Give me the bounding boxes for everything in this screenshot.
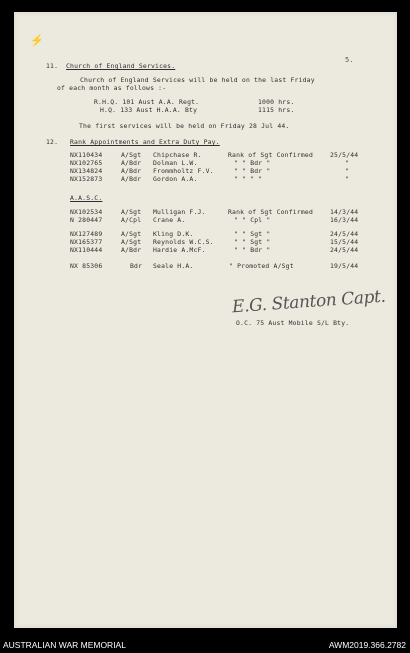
table-row-name: Hardie A.McF. (153, 246, 206, 254)
table-row-date: 14/3/44 (330, 208, 359, 216)
service-unit-1: R.H.Q. 101 Aust A.A. Regt. (94, 98, 200, 106)
signature: E.G. Stanton Capt. (231, 286, 387, 318)
table-row-remark: " Promoted A/Sgt (229, 262, 294, 270)
table-row-date: 25/5/44 (330, 151, 359, 159)
table-row-date: 16/3/44 (330, 216, 359, 224)
table-row-no: NX127489 (70, 230, 103, 238)
table-row-remark: " " " " (234, 175, 263, 183)
footer-left-text: AUSTRALIAN WAR MEMORIAL (3, 640, 126, 650)
table-row-name: Dolman L.W. (153, 159, 198, 167)
table-row-date: " (345, 159, 350, 167)
table-row-no: NX165377 (70, 238, 103, 246)
table-row-rank: A/Sgt (121, 208, 142, 216)
section-11-heading: Church of England Services. (66, 62, 176, 70)
table-row-no: NX102765 (70, 159, 103, 167)
table-row-rank: A/Sgt (121, 230, 142, 238)
table-row-no: NX110434 (70, 151, 103, 159)
table-row-date: 15/5/44 (330, 238, 359, 246)
table-row-rank: A/Bdr (121, 175, 142, 183)
table-row-no: NX134824 (70, 167, 103, 175)
archive-footer (0, 638, 410, 653)
table-row-remark: " " Bdr " (234, 159, 271, 167)
table-row-date: " (345, 167, 350, 175)
table-row-no: NX152873 (70, 175, 103, 183)
section-12-number: 12. (46, 138, 59, 146)
service-time-1: 1000 hrs. (258, 98, 295, 106)
section-11-intro-line2: of each month as follows :- (57, 84, 167, 92)
table-row-remark: " " Bdr " (234, 246, 271, 254)
table-row-rank: A/Sgt (121, 238, 142, 246)
table-row-name: Crane A. (153, 216, 186, 224)
signature-caption: O.C. 75 Aust Mobile S/L Bty. (236, 319, 350, 327)
table-row-rank: A/Bdr (121, 159, 142, 167)
table-row-remark: " " Bdr " (234, 167, 271, 175)
section-12-heading: Rank Appointments and Extra Duty Pay. (70, 138, 220, 146)
service-unit-2: H.Q. 133 Aust H.A.A. Bty (100, 106, 198, 114)
table-row-remark: Rank of Sgt Confirmed (228, 151, 313, 159)
footer-right-text: AWM2019.366.2782 (328, 640, 406, 650)
table-row-remark: " " Sgt " (234, 238, 271, 246)
table-row-name: Frommholtz F.V. (153, 167, 214, 175)
table-row-name: Reynolds W.C.S. (153, 238, 214, 246)
table-row-name: Chipchase R. (153, 151, 202, 159)
table-row-date: 19/5/44 (330, 262, 359, 270)
table-row-rank: Bdr (130, 262, 143, 270)
table-row-date: 24/5/44 (330, 246, 359, 254)
section-11-number: 11. (46, 62, 59, 70)
table-row-no: N 280447 (70, 216, 103, 224)
table-row-name: Seale H.A. (153, 262, 194, 270)
service-time-2: 1115 hrs. (258, 106, 295, 114)
subheading-aasc: A.A.S.C. (70, 194, 103, 202)
section-11-intro-line1: Church of England Services will be held on the last Friday (80, 76, 315, 84)
table-row-date: " (345, 175, 350, 183)
table-row-rank: A/Cpl (121, 216, 142, 224)
table-row-name: Gordon A.A. (153, 175, 198, 183)
table-row-name: Kling D.K. (153, 230, 194, 238)
table-row-no: NX110444 (70, 246, 103, 254)
table-row-name: Mulligan F.J. (153, 208, 206, 216)
table-row-rank: A/Bdr (121, 167, 142, 175)
page-number: 5. (345, 56, 354, 64)
table-row-date: 24/5/44 (330, 230, 359, 238)
table-row-remark: " " Sgt " (234, 230, 271, 238)
table-row-no: NX102534 (70, 208, 103, 216)
table-row-remark: Rank of Sgt Confirmed (228, 208, 313, 216)
table-row-rank: A/Sgt (121, 151, 142, 159)
section-11-note: The first services will be held on Friday 28 Jul 44. (79, 122, 290, 130)
table-row-rank: A/Bdr (121, 246, 142, 254)
table-row-no: NX 85306 (70, 262, 103, 270)
margin-mark: ⚡ (30, 34, 44, 47)
table-row-remark: " " Cpl " (234, 216, 271, 224)
